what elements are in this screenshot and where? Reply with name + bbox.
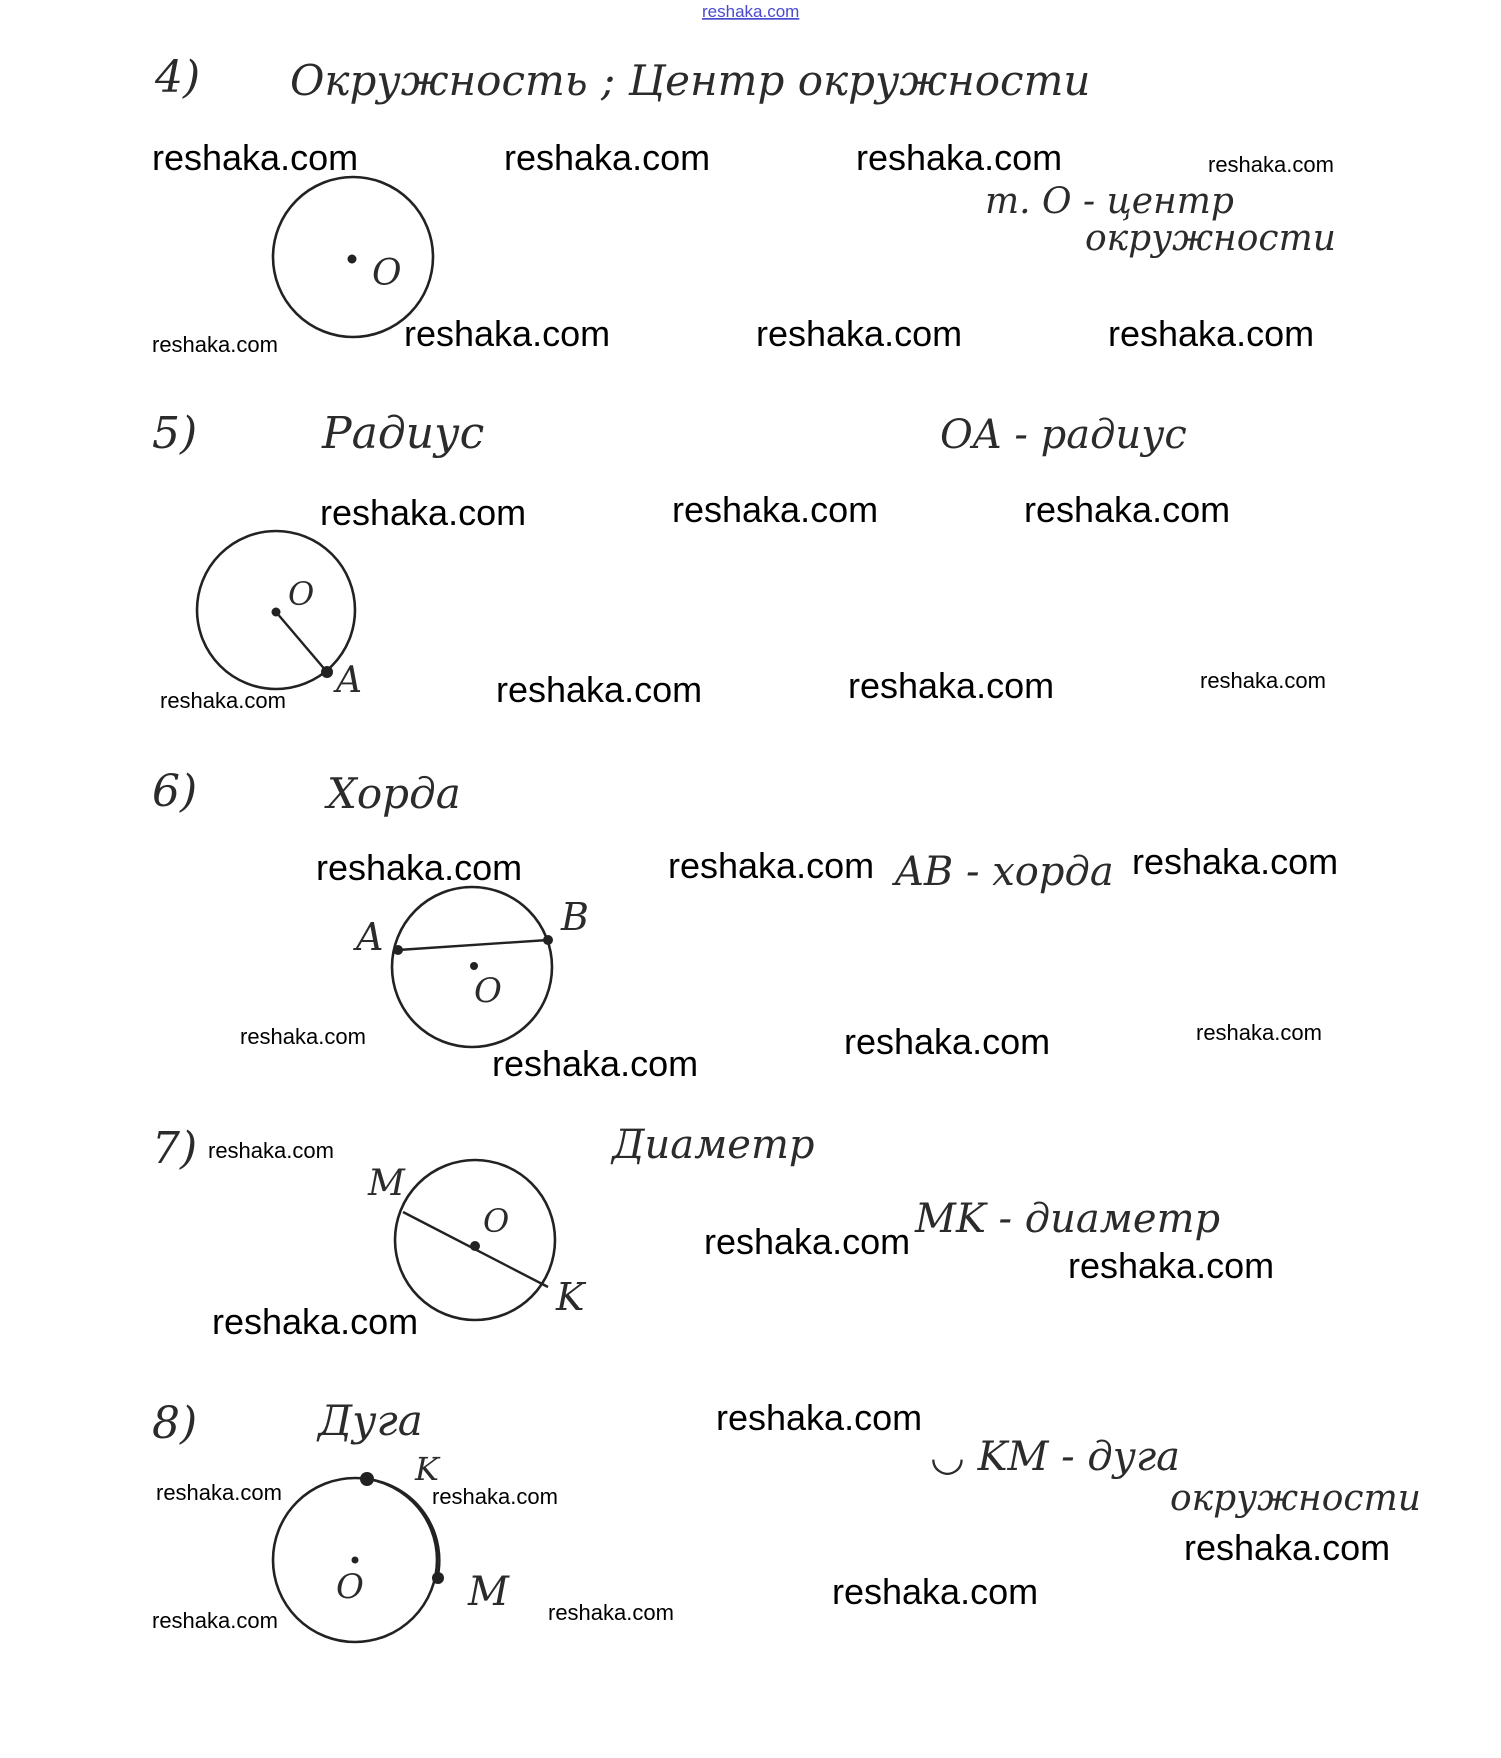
chord-segment [398, 940, 548, 950]
label-k: K [556, 1275, 585, 1319]
radius-segment [276, 612, 327, 672]
label-o: O [474, 971, 502, 1011]
center-point [348, 255, 357, 264]
point-m [432, 1572, 444, 1584]
circle-figure [395, 1160, 555, 1320]
item-note: AB - хорда [895, 849, 1114, 895]
watermark: reshaka.com [1200, 668, 1326, 693]
item-title: Хорда [327, 769, 461, 818]
watermark: reshaka.com [704, 1221, 911, 1262]
watermark: reshaka.com [672, 489, 879, 530]
watermark: reshaka.com [756, 313, 963, 354]
label-m: M [368, 1163, 405, 1204]
watermark: reshaka.com [496, 669, 703, 710]
label-o: O [336, 1567, 364, 1607]
label-a: A [336, 660, 362, 701]
item-number: 4) [155, 52, 201, 103]
watermark: reshaka.com [1208, 152, 1334, 177]
watermark: reshaka.com [208, 1138, 334, 1163]
watermark: reshaka.com [504, 137, 711, 178]
item-title: Радиус [322, 408, 485, 459]
watermark: reshaka.com [152, 332, 278, 357]
watermark: reshaka.com [1108, 313, 1315, 354]
point-b [543, 935, 553, 945]
watermark: reshaka.com [320, 492, 527, 533]
watermark: reshaka.com [848, 665, 1055, 706]
item-number: 8) [152, 1398, 198, 1449]
watermark: reshaka.com [212, 1301, 419, 1342]
item-note: OA - радиус [940, 412, 1187, 458]
item-number: 5) [152, 408, 198, 459]
label-a: A [356, 915, 384, 959]
item-note-line1: т. О - центр [985, 181, 1234, 222]
watermark: reshaka.com [240, 1024, 366, 1049]
center-point [470, 1241, 480, 1251]
watermark: reshaka.com [492, 1043, 699, 1084]
item-note-line2: окружности [1085, 218, 1336, 259]
watermark: reshaka.com [1184, 1527, 1391, 1568]
item-number: 6) [152, 766, 198, 817]
watermark: reshaka.com [316, 847, 523, 888]
watermark: reshaka.com [548, 1600, 674, 1625]
watermark: reshaka.com [152, 1608, 278, 1633]
watermark: reshaka.com [844, 1021, 1051, 1062]
watermark: reshaka.com [404, 313, 611, 354]
item-title: Окружность ; Центр окружности [290, 56, 1091, 105]
watermark: reshaka.com [1024, 489, 1231, 530]
header-watermark: reshaka.com [702, 2, 800, 21]
watermark: reshaka.com [856, 137, 1063, 178]
item-circle [154, 52, 1336, 337]
item-title: Диаметр [612, 1122, 815, 1168]
item-note: MK - диаметр [915, 1196, 1221, 1242]
label-o: O [372, 253, 402, 294]
point-a [393, 945, 403, 955]
item-chord [152, 766, 1114, 1047]
point-k [360, 1472, 374, 1486]
item-note-line1: ◡ KM - дуга [930, 1434, 1181, 1480]
watermark: reshaka.com [160, 688, 286, 713]
item-radius [152, 408, 1187, 701]
center-point [272, 608, 281, 617]
label-k: K [415, 1450, 439, 1488]
label-m: M [468, 1569, 509, 1615]
item-number: 7) [152, 1123, 198, 1174]
item-note-line2: окружности [1170, 1478, 1421, 1519]
label-b: B [561, 895, 589, 939]
watermark: reshaka.com [1196, 1020, 1322, 1045]
point-a [321, 666, 333, 678]
label-o: O [288, 575, 315, 613]
watermark: reshaka.com [432, 1484, 558, 1509]
center-point [470, 962, 478, 970]
item-title: Дуга [318, 1396, 423, 1445]
watermark: reshaka.com [1132, 841, 1339, 882]
watermark: reshaka.com [156, 1480, 282, 1505]
watermark: reshaka.com [668, 845, 875, 886]
watermark: reshaka.com [152, 137, 359, 178]
label-o: O [483, 1202, 510, 1240]
center-point [352, 1557, 359, 1564]
watermark: reshaka.com [716, 1397, 923, 1438]
watermark: reshaka.com [1068, 1245, 1275, 1286]
watermark: reshaka.com [832, 1571, 1039, 1612]
